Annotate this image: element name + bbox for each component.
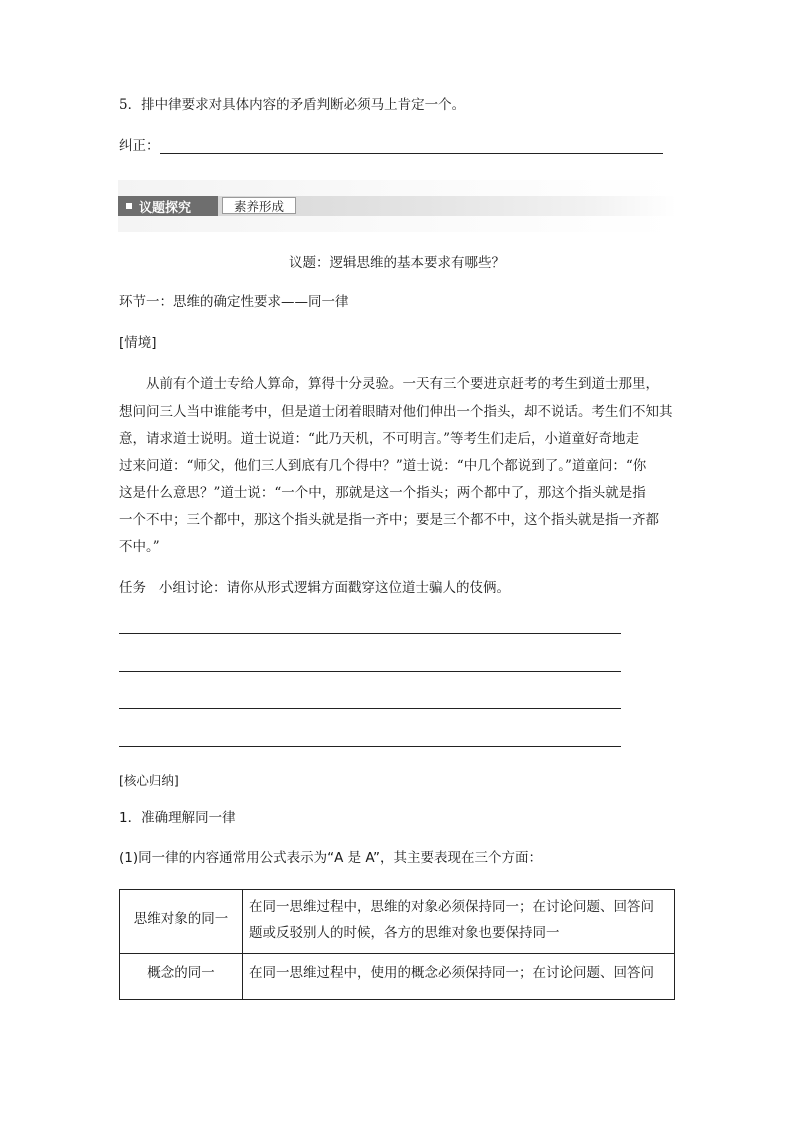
answer-line[interactable] <box>119 708 621 709</box>
correction-label: 纠正： <box>119 138 160 154</box>
square-bullet-icon <box>126 203 132 209</box>
table-row <box>120 954 675 1000</box>
scenario-label: [情境] <box>119 335 157 351</box>
item-5-statement: 5．排中律要求对具体内容的矛盾判断必须马上肯定一个。 <box>119 97 466 113</box>
core-summary-label: [核心归纳] <box>119 773 179 788</box>
banner-primary-tag <box>118 196 218 216</box>
table-key-cell <box>120 954 243 1000</box>
scenario-line: 这是什么意思？”道士说：“一个中，那就是这一个指头；两个都中了，那这个指头就是指 <box>119 485 646 501</box>
table-key-cell <box>120 890 243 954</box>
table-value-cell <box>243 954 675 1000</box>
banner-primary-text: 议题探究 <box>139 200 192 216</box>
banner-secondary-tag: 素养形成 <box>222 197 296 214</box>
identity-law-table <box>119 889 675 1000</box>
scenario-line: 意，请求道士说明。道士说道：“此乃天机，不可明言。”等考生们走后，小道童好奇地走 <box>119 431 640 447</box>
banner-fade-bottom <box>118 216 676 232</box>
scenario-line: 不中。” <box>119 539 160 555</box>
scenario-line: 一个不中；三个都中，那这个指头就是指一齐中；要是三个都不中，这个指头就是指一齐都 <box>119 512 659 528</box>
table-value-cell <box>243 890 675 954</box>
table-value-line: 在同一思维过程中，思维的对象必须保持同一；在讨论问题、回答问 <box>249 899 654 915</box>
correction-answer-line[interactable] <box>160 153 663 154</box>
scenario-line: 从前有个道士专给人算命，算得十分灵验。一天有三个要进京赶考的考生到道士那里， <box>146 376 659 392</box>
point-1-title: 1．准确理解同一律 <box>119 810 236 826</box>
task-label: 任务 <box>119 580 146 596</box>
section-banner <box>118 180 676 232</box>
answer-line[interactable] <box>119 746 621 747</box>
point-1-subtitle: (1)同一律的内容通常用公式表示为“A 是 A”，其主要表现在三个方面： <box>119 850 542 866</box>
table-key-text: 概念的同一 <box>147 965 215 981</box>
task-text: 小组讨论：请你从形式逻辑方面戳穿这位道士骗人的伎俩。 <box>159 580 510 596</box>
banner-fade-top <box>118 180 676 196</box>
table-key-text: 思维对象的同一 <box>133 911 229 927</box>
answer-line[interactable] <box>119 633 621 634</box>
scenario-line: 想问问三人当中谁能考中，但是道士闭着眼睛对他们伸出一个指头，却不说话。考生们不知其 <box>119 404 673 420</box>
section-1-title: 环节一：思维的确定性要求——同一律 <box>119 294 349 310</box>
answer-line[interactable] <box>119 671 621 672</box>
topic-heading: 议题：逻辑思维的基本要求有哪些？ <box>289 255 505 271</box>
table-row <box>120 890 675 954</box>
scenario-line: 过来问道：“师父，他们三人到底有几个得中？”道士说：“中几个都说到了。”道童问：“你 <box>119 458 647 474</box>
table-value-line: 题或反驳别人的时候，各方的思维对象也要保持同一 <box>249 925 560 941</box>
table-value-line: 在同一思维过程中，使用的概念必须保持同一；在讨论问题、回答问 <box>249 965 654 981</box>
